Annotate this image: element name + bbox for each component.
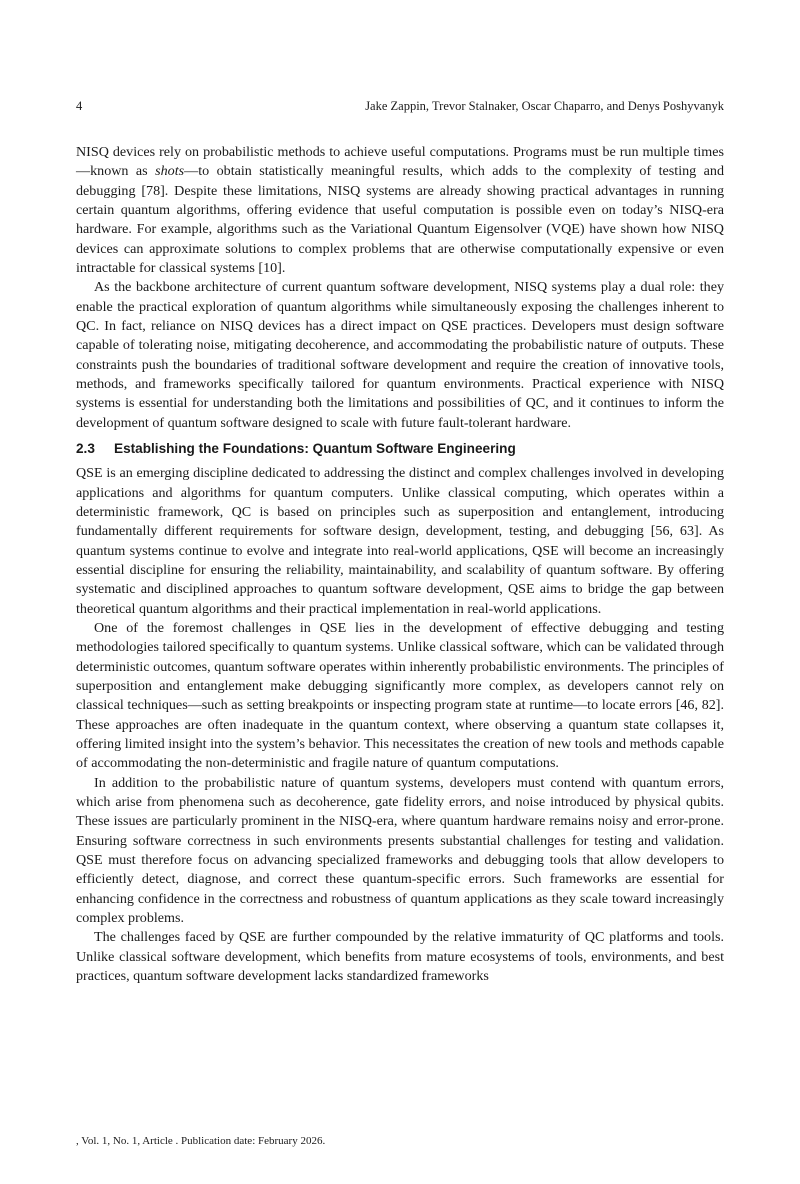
section-number: 2.3 — [76, 441, 95, 457]
paragraph-qse-intro: QSE is an emerging discipline dedicated to addressing the distinct and complex challenges involved in developing applications and algorithms for quantum computers. Unlike classical computing, which operates within a deterministic framework, QC is based on principles such as superposition and entanglement, introducing fundamentally different requirements for software design, development, testing, and debugging [56, 63]. As quantum systems continue to evolve and integrate into real-world applications, QSE will become an increasingly essential discipline for ensuring the reliability, maintainability, and scalability of quantum software. By offering systematic and disciplined approaches to quantum software development, QSE aims to bridge the gap between theoretical quantum algorithms and their practical implementation in real-world applications. — [76, 465, 724, 617]
main-text — [76, 143, 724, 986]
emphasis-shots: shots — [155, 163, 185, 180]
paragraph-text: NISQ devices rely on probabilistic methods to achieve useful computations. Programs must be run multiple times—known as — [76, 144, 724, 180]
paragraph-text: —to obtain statistically meaningful results, which adds to the complexity of testing and debugging [78]. Despite these limitations, NISQ systems are already showing practical advantages in running certain quantum algorithms, offering evidence that useful computation is possible even on today’s NISQ-era hardware. For example, algorithms such as the Variational Quantum Eigensolver (VQE) have shown how NISQ devices can approximate solutions to complex problems that are otherwise computationally expensive or even intractable for classical systems [10]. — [76, 163, 724, 277]
page-footer: , Vol. 1, No. 1, Article . Publication date: February 2026. — [76, 1135, 326, 1147]
paragraph-quantum-errors: In addition to the probabilistic nature of quantum systems, developers must contend with quantum errors, which arise from phenomena such as decoherence, gate fidelity errors, and noise introduced by physical qubits. These issues are particularly prominent in the NISQ-era, where quantum hardware remains noisy and error-prone. Ensuring software correctness in such environments presents substantial challenges for testing and validation. QSE must therefore focus on advancing specialized frameworks and debugging tools that allow developers to efficiently detect, diagnose, and correct these quantum-specific errors. Such frameworks are essential for enhancing confidence in the correctness and robustness of quantum applications as they scale toward increasingly complex problems. — [76, 774, 724, 927]
section-heading — [76, 439, 724, 459]
paragraph-nisq-shots — [76, 143, 724, 278]
page-number: 4 — [76, 99, 83, 113]
paragraph-platform-immaturity: The challenges faced by QSE are further compounded by the relative immaturity of QC platforms and tools. Unlike classical software development, which benefits from mature ecosystems of tools, environments, and best practices, quantum software development lacks standardized frameworks — [76, 929, 724, 985]
running-header — [76, 97, 724, 115]
paragraph-debugging-challenges: One of the foremost challenges in QSE lies in the development of effective debugging and testing methodologies tailored specifically to quantum systems. Unlike classical software, which can be validated through deterministic outcomes, quantum software operates within inherently probabilistic environments. The principles of superposition and entanglement make debugging significantly more complex, as developers cannot rely on classical techniques—such as setting breakpoints or inspecting program state at runtime—to locate errors [46, 82]. These approaches are often inadequate in the quantum context, where observing a quantum state collapses it, offering limited insight into the system’s behavior. This necessitates the creation of new tools and methods capable of accommodating the non-deterministic and fragile nature of quantum computations. — [76, 619, 724, 772]
section-title: Establishing the Foundations: Quantum Software Engineering — [114, 441, 516, 457]
paragraph-nisq-backbone: As the backbone architecture of current quantum software development, NISQ systems play a dual role: they enable the practical exploration of quantum algorithms while simultaneously exposing the challenges inherent to QC. In fact, reliance on NISQ devices has a direct impact on QSE practices. Developers must design software capable of tolerating noise, mitigating decoherence, and accommodating the probabilistic nature of outputs. These constraints push the boundaries of traditional software development and require the creation of innovative tools, methods, and frameworks specifically tailored for quantum environments. Practical experience with NISQ systems is essential for understanding both the limitations and possibilities of QC, and it continues to inform the development of quantum software designed to scale with future fault-tolerant hardware. — [76, 279, 724, 431]
header-authors: Jake Zappin, Trevor Stalnaker, Oscar Chaparro, and Denys Poshyvanyk — [365, 99, 724, 113]
